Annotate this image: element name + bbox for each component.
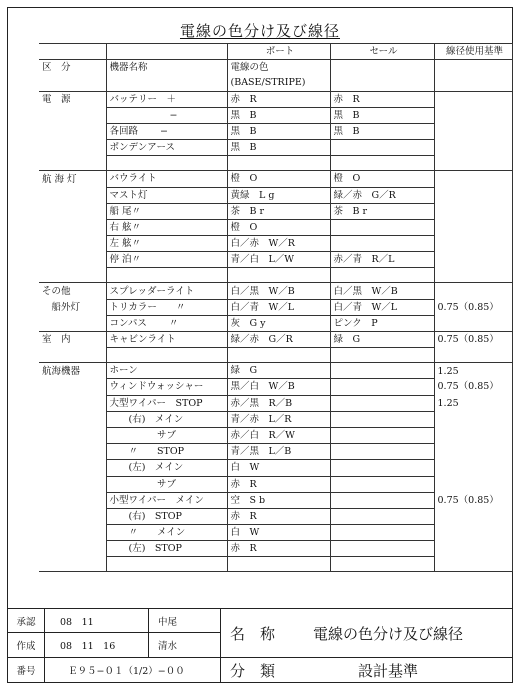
spacer-cell (227, 557, 330, 572)
wire-gauge (434, 411, 512, 427)
sail-color (330, 395, 434, 411)
wire-color-table (39, 43, 513, 572)
device-name: コンパス 〃 (106, 315, 227, 331)
wire-gauge: 0.75（0.85） (434, 332, 512, 348)
subheader-color: 電線の色 (227, 60, 330, 76)
table-row (39, 252, 512, 268)
boat-color: 空 S b (227, 492, 330, 508)
table-row (39, 171, 512, 187)
subheader-blank-5 (330, 75, 434, 91)
table-spacer-row (39, 557, 512, 572)
number-label: 番号 (16, 666, 36, 677)
sail-color (330, 219, 434, 235)
wire-gauge (434, 315, 512, 331)
document-number: Ｅ９５−０１（1/2）−００ (68, 666, 185, 677)
category-cell (39, 187, 106, 203)
boat-color: 茶 B r (227, 203, 330, 219)
spacer-cell (227, 348, 330, 363)
sail-color (330, 525, 434, 541)
device-name: 〃 メイン (106, 525, 227, 541)
boat-color: 青／黒 L／B (227, 444, 330, 460)
wire-gauge (434, 187, 512, 203)
sail-color: 緑 G (330, 332, 434, 348)
table-row (39, 427, 512, 443)
spacer-cell (434, 348, 512, 363)
category-cell (39, 107, 106, 123)
table-row (39, 492, 512, 508)
wire-gauge (434, 283, 512, 299)
device-name: 右 舷〃 (106, 219, 227, 235)
device-name: キャビンライト (106, 332, 227, 348)
table-row (39, 395, 512, 411)
category-cell (39, 411, 106, 427)
category-cell (39, 123, 106, 139)
boat-color: 白／赤 W／R (227, 236, 330, 252)
category-cell (39, 476, 106, 492)
wire-gauge: 1.25 (434, 395, 512, 411)
device-name: サブ (106, 427, 227, 443)
wire-gauge (434, 140, 512, 156)
spacer-cell (330, 268, 434, 283)
sail-color (330, 411, 434, 427)
boat-color: 赤 R (227, 541, 330, 557)
boat-color: 黒／白 W／B (227, 379, 330, 395)
wire-gauge: 0.75（0.85） (434, 299, 512, 315)
wire-gauge (434, 236, 512, 252)
table-row (39, 299, 512, 315)
boat-color: 黒 B (227, 107, 330, 123)
spacer-cell (39, 268, 106, 283)
table-spacer-row (39, 268, 512, 283)
table-row (39, 123, 512, 139)
boat-color: 黄緑 L g (227, 187, 330, 203)
header-blank (39, 44, 106, 60)
wire-gauge (434, 91, 512, 107)
table-spacer-row (39, 348, 512, 363)
sail-color (330, 476, 434, 492)
table-row (39, 203, 512, 219)
boat-color: 灰 G y (227, 315, 330, 331)
device-name: 左 舷〃 (106, 236, 227, 252)
wire-gauge (434, 476, 512, 492)
category-cell (39, 427, 106, 443)
device-name: ボンデンアース (106, 140, 227, 156)
header-sail: セール (330, 44, 434, 60)
boat-color: 赤／黒 R／B (227, 395, 330, 411)
spacer-cell (106, 268, 227, 283)
document-page (7, 7, 513, 683)
wire-gauge: 0.75（0.85） (434, 379, 512, 395)
wire-gauge (434, 203, 512, 219)
subheader-category: 区 分 (39, 60, 106, 76)
table-row (39, 107, 512, 123)
table-row (39, 187, 512, 203)
approve-date: 08 11 (60, 616, 94, 628)
spacer-cell (106, 557, 227, 572)
boat-color: 白 W (227, 460, 330, 476)
class-value: 設計基準 (358, 661, 419, 680)
name-label: 名 称 (230, 624, 276, 643)
spacer-cell (227, 268, 330, 283)
sail-color: 茶 B r (330, 203, 434, 219)
boat-color: 青／赤 L／R (227, 411, 330, 427)
category-cell (39, 203, 106, 219)
wire-gauge (434, 252, 512, 268)
spacer-cell (434, 156, 512, 171)
wire-gauge (434, 219, 512, 235)
device-name: 船 尾〃 (106, 203, 227, 219)
subheader-device: 機器名称 (106, 60, 227, 76)
device-name: マスト灯 (106, 187, 227, 203)
table-row (39, 508, 512, 524)
document-title: 電線の色分け及び線径 (179, 22, 340, 40)
author-date: 08 11 16 (60, 640, 116, 652)
subheader-row (39, 60, 512, 76)
spacer-cell (106, 156, 227, 171)
table-row (39, 315, 512, 331)
device-name: 〃 STOP (106, 444, 227, 460)
boat-color: 赤／白 R／W (227, 427, 330, 443)
boat-color: 赤 R (227, 476, 330, 492)
wire-gauge (434, 508, 512, 524)
spacer-cell (434, 557, 512, 572)
wire-gauge (434, 123, 512, 139)
sail-color (330, 363, 434, 379)
device-name: トリカラー 〃 (106, 299, 227, 315)
category-cell (39, 252, 106, 268)
sail-color: ピンク P (330, 315, 434, 331)
device-name: スプレッダーライト (106, 283, 227, 299)
wire-gauge (434, 427, 512, 443)
device-name: 各回路 − (106, 123, 227, 139)
sail-color (330, 460, 434, 476)
boat-color: 緑／赤 G／R (227, 332, 330, 348)
wire-gauge (434, 444, 512, 460)
sail-color: 緑／赤 G／R (330, 187, 434, 203)
device-name: 小型ワイパー メイン (106, 492, 227, 508)
spacer-cell (227, 156, 330, 171)
spacer-cell (39, 156, 106, 171)
approve-label: 承認 (16, 616, 36, 628)
spacer-cell (330, 348, 434, 363)
spacer-cell (106, 348, 227, 363)
table-row (39, 363, 512, 379)
sail-color (330, 492, 434, 508)
device-name: (左) メイン (106, 460, 227, 476)
wire-gauge (434, 107, 512, 123)
sail-color: 白／青 W／L (330, 299, 434, 315)
table-row (39, 444, 512, 460)
device-name: ホーン (106, 363, 227, 379)
subheader-blank-6 (434, 75, 512, 91)
sail-color (330, 379, 434, 395)
table-row (39, 541, 512, 557)
table-row (39, 476, 512, 492)
boat-color: 白／青 W／L (227, 299, 330, 315)
device-name: (左) STOP (106, 541, 227, 557)
category-cell (39, 315, 106, 331)
sail-color: 黒 B (330, 123, 434, 139)
spacer-cell (39, 557, 106, 572)
device-name: (右) メイン (106, 411, 227, 427)
boat-color: 赤 R (227, 508, 330, 524)
device-name: 大型ワイパー STOP (106, 395, 227, 411)
sail-color: 赤 R (330, 91, 434, 107)
device-name: 停 泊〃 (106, 252, 227, 268)
sail-color: 白／黒 W／B (330, 283, 434, 299)
category-cell: 電 源 (39, 91, 106, 107)
device-name: バウライト (106, 171, 227, 187)
wire-gauge: 0.75（0.85） (434, 492, 512, 508)
subheader-blank-4 (106, 75, 227, 91)
spacer-cell (39, 348, 106, 363)
boat-color: 黒 B (227, 123, 330, 139)
category-cell (39, 140, 106, 156)
author-label: 作成 (16, 640, 36, 652)
header-wire-gauge: 線径使用基準 (434, 44, 512, 60)
boat-color: 緑 G (227, 363, 330, 379)
sail-color: 橙 O (330, 171, 434, 187)
category-cell: 室 内 (39, 332, 106, 348)
header-blank-2 (106, 44, 227, 60)
table-spacer-row (39, 156, 512, 171)
subheader-color-2: (BASE/STRIPE) (227, 75, 330, 91)
category-cell (39, 508, 106, 524)
boat-color: 白／黒 W／B (227, 283, 330, 299)
wire-gauge (434, 541, 512, 557)
title-block (8, 608, 512, 683)
table-row (39, 460, 512, 476)
device-name: ウィンドウォッシャー (106, 379, 227, 395)
spacer-cell (434, 268, 512, 283)
name-value: 電線の色分け及び線径 (313, 624, 464, 643)
category-cell (39, 379, 106, 395)
category-cell: 船外灯 (39, 299, 106, 315)
spacer-cell (330, 156, 434, 171)
header-row (39, 44, 512, 60)
device-name: サブ (106, 476, 227, 492)
boat-color: 赤 R (227, 91, 330, 107)
sail-color (330, 444, 434, 460)
subheader-blank (330, 60, 434, 76)
class-label: 分 類 (230, 661, 276, 680)
category-cell: その他 (39, 283, 106, 299)
category-cell: 航海機器 (39, 363, 106, 379)
table-row (39, 140, 512, 156)
device-name: (右) STOP (106, 508, 227, 524)
sail-color (330, 427, 434, 443)
boat-color: 橙 O (227, 171, 330, 187)
category-cell (39, 525, 106, 541)
device-name: バッテリー ＋ (106, 91, 227, 107)
header-boat: ボート (227, 44, 330, 60)
category-cell (39, 460, 106, 476)
table-row (39, 379, 512, 395)
wire-gauge: 1.25 (434, 363, 512, 379)
category-cell (39, 236, 106, 252)
boat-color: 橙 O (227, 219, 330, 235)
table-row (39, 91, 512, 107)
category-cell (39, 541, 106, 557)
device-name: − (106, 107, 227, 123)
subheader-blank-2 (434, 60, 512, 76)
spacer-cell (330, 557, 434, 572)
approver: 中尾 (158, 616, 178, 628)
sail-color: 赤／青 R／L (330, 252, 434, 268)
sail-color (330, 140, 434, 156)
sail-color (330, 541, 434, 557)
subheader-row-2 (39, 75, 512, 91)
table-row (39, 236, 512, 252)
table-row (39, 219, 512, 235)
sail-color (330, 236, 434, 252)
category-cell: 航 海 灯 (39, 171, 106, 187)
category-cell (39, 219, 106, 235)
table-row (39, 332, 512, 348)
sail-color: 黒 B (330, 107, 434, 123)
table-row (39, 525, 512, 541)
table-row (39, 411, 512, 427)
boat-color: 青／白 L／W (227, 252, 330, 268)
boat-color: 黒 B (227, 140, 330, 156)
sail-color (330, 508, 434, 524)
wire-gauge (434, 460, 512, 476)
category-cell (39, 395, 106, 411)
boat-color: 白 W (227, 525, 330, 541)
category-cell (39, 444, 106, 460)
author: 清水 (158, 640, 178, 652)
wire-gauge (434, 171, 512, 187)
subheader-blank-3 (39, 75, 106, 91)
wire-gauge (434, 525, 512, 541)
table-row (39, 283, 512, 299)
category-cell (39, 492, 106, 508)
